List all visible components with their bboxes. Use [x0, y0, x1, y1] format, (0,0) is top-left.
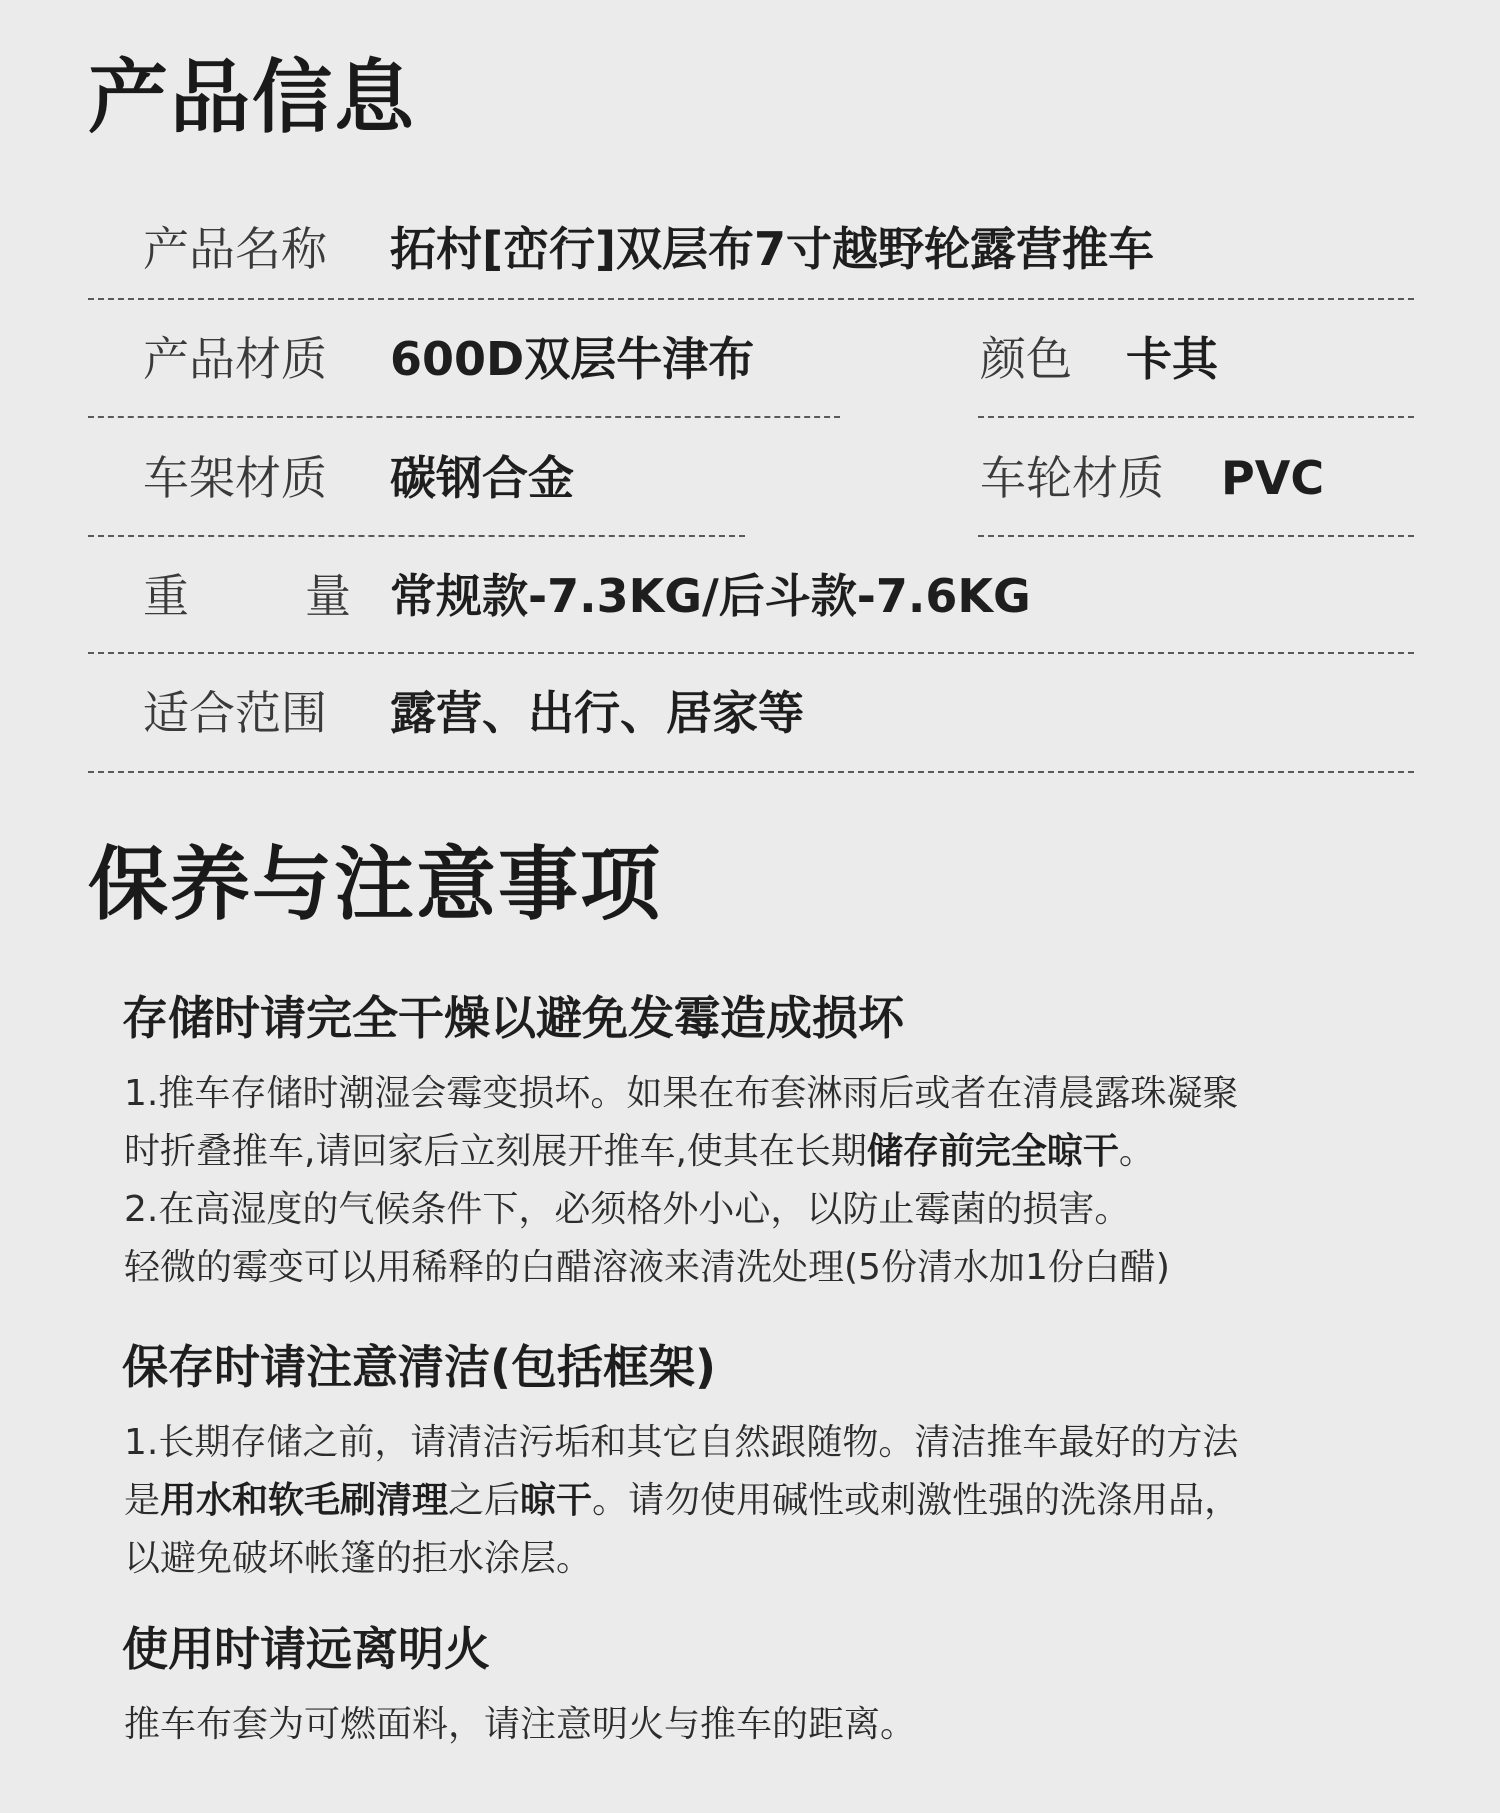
- divider: [88, 535, 745, 537]
- color-value: 卡其: [1126, 332, 1218, 386]
- text-line: 1.推车存储时潮湿会霉变损坏。如果在布套淋雨后或者在清晨露珠凝聚: [124, 1073, 1239, 1114]
- divider: [978, 535, 1414, 537]
- material-value: 600D双层牛津布: [390, 332, 755, 386]
- product-name-label: 产品名称: [143, 222, 327, 276]
- divider: [88, 771, 1414, 773]
- weight-label: [143, 569, 351, 623]
- care-section-fire-heading: 使用时请远离明火: [122, 1622, 490, 1676]
- text-line: 1.长期存储之前，请清洁污垢和其它自然跟随物。清洁推车最好的方法: [124, 1422, 1239, 1463]
- text-line: 是用水和软毛刷清理之后晾干。请勿使用碱性或刺激性强的洗涤用品，: [124, 1480, 1241, 1521]
- divider: [978, 416, 1414, 418]
- text-line: 2.在高湿度的气候条件下，必须格外小心，以防止霉菌的损害。: [124, 1189, 1131, 1230]
- divider: [88, 652, 1414, 654]
- weight-label-char: 量: [305, 569, 351, 623]
- weight-value: 常规款-7.3KG/后斗款-7.6KG: [390, 569, 1031, 623]
- frame-material-label: 车架材质: [143, 451, 327, 505]
- text-line: 时折叠推车,请回家后立刻展开推车,使其在长期储存前完全晾干。: [124, 1131, 1155, 1172]
- care-section-cleaning-text: [124, 1414, 1240, 1588]
- text-line: 推车布套为可燃面料，请注意明火与推车的距离。: [124, 1704, 917, 1745]
- care-title: 保养与注意事项: [88, 838, 662, 931]
- product-name-value: 拓村[峦行]双层布7寸越野轮露营推车: [390, 222, 1155, 276]
- scope-label: 适合范围: [143, 686, 327, 740]
- text-line: 轻微的霉变可以用稀释的白醋溶液来清洗处理(5份清水加1份白醋): [124, 1247, 1170, 1288]
- wheel-material-value: PVC: [1221, 451, 1325, 505]
- emphasis-text: 用水和软毛刷清理: [160, 1480, 449, 1521]
- text-line: 以避免破坏帐篷的拒水涂层。: [124, 1538, 593, 1579]
- care-section-fire-text: [124, 1696, 916, 1754]
- care-section-storage-heading: 存储时请完全干燥以避免发霉造成损坏: [122, 991, 904, 1045]
- weight-label-char: 重: [143, 569, 189, 623]
- frame-material-value: 碳钢合金: [390, 451, 574, 505]
- wheel-material-label: 车轮材质: [980, 451, 1164, 505]
- material-label: 产品材质: [143, 332, 327, 386]
- emphasis-text: 晾干: [520, 1480, 593, 1521]
- color-label: 颜色: [980, 332, 1072, 386]
- divider: [88, 416, 840, 418]
- emphasis-text: 储存前完全晾干: [866, 1131, 1119, 1172]
- care-section-cleaning-heading: 保存时请注意清洁(包括框架): [122, 1340, 717, 1394]
- divider: [88, 298, 1414, 300]
- scope-value: 露营、出行、居家等: [390, 686, 804, 740]
- product-info-title: 产品信息: [88, 51, 416, 144]
- care-section-storage-text: [124, 1065, 1238, 1297]
